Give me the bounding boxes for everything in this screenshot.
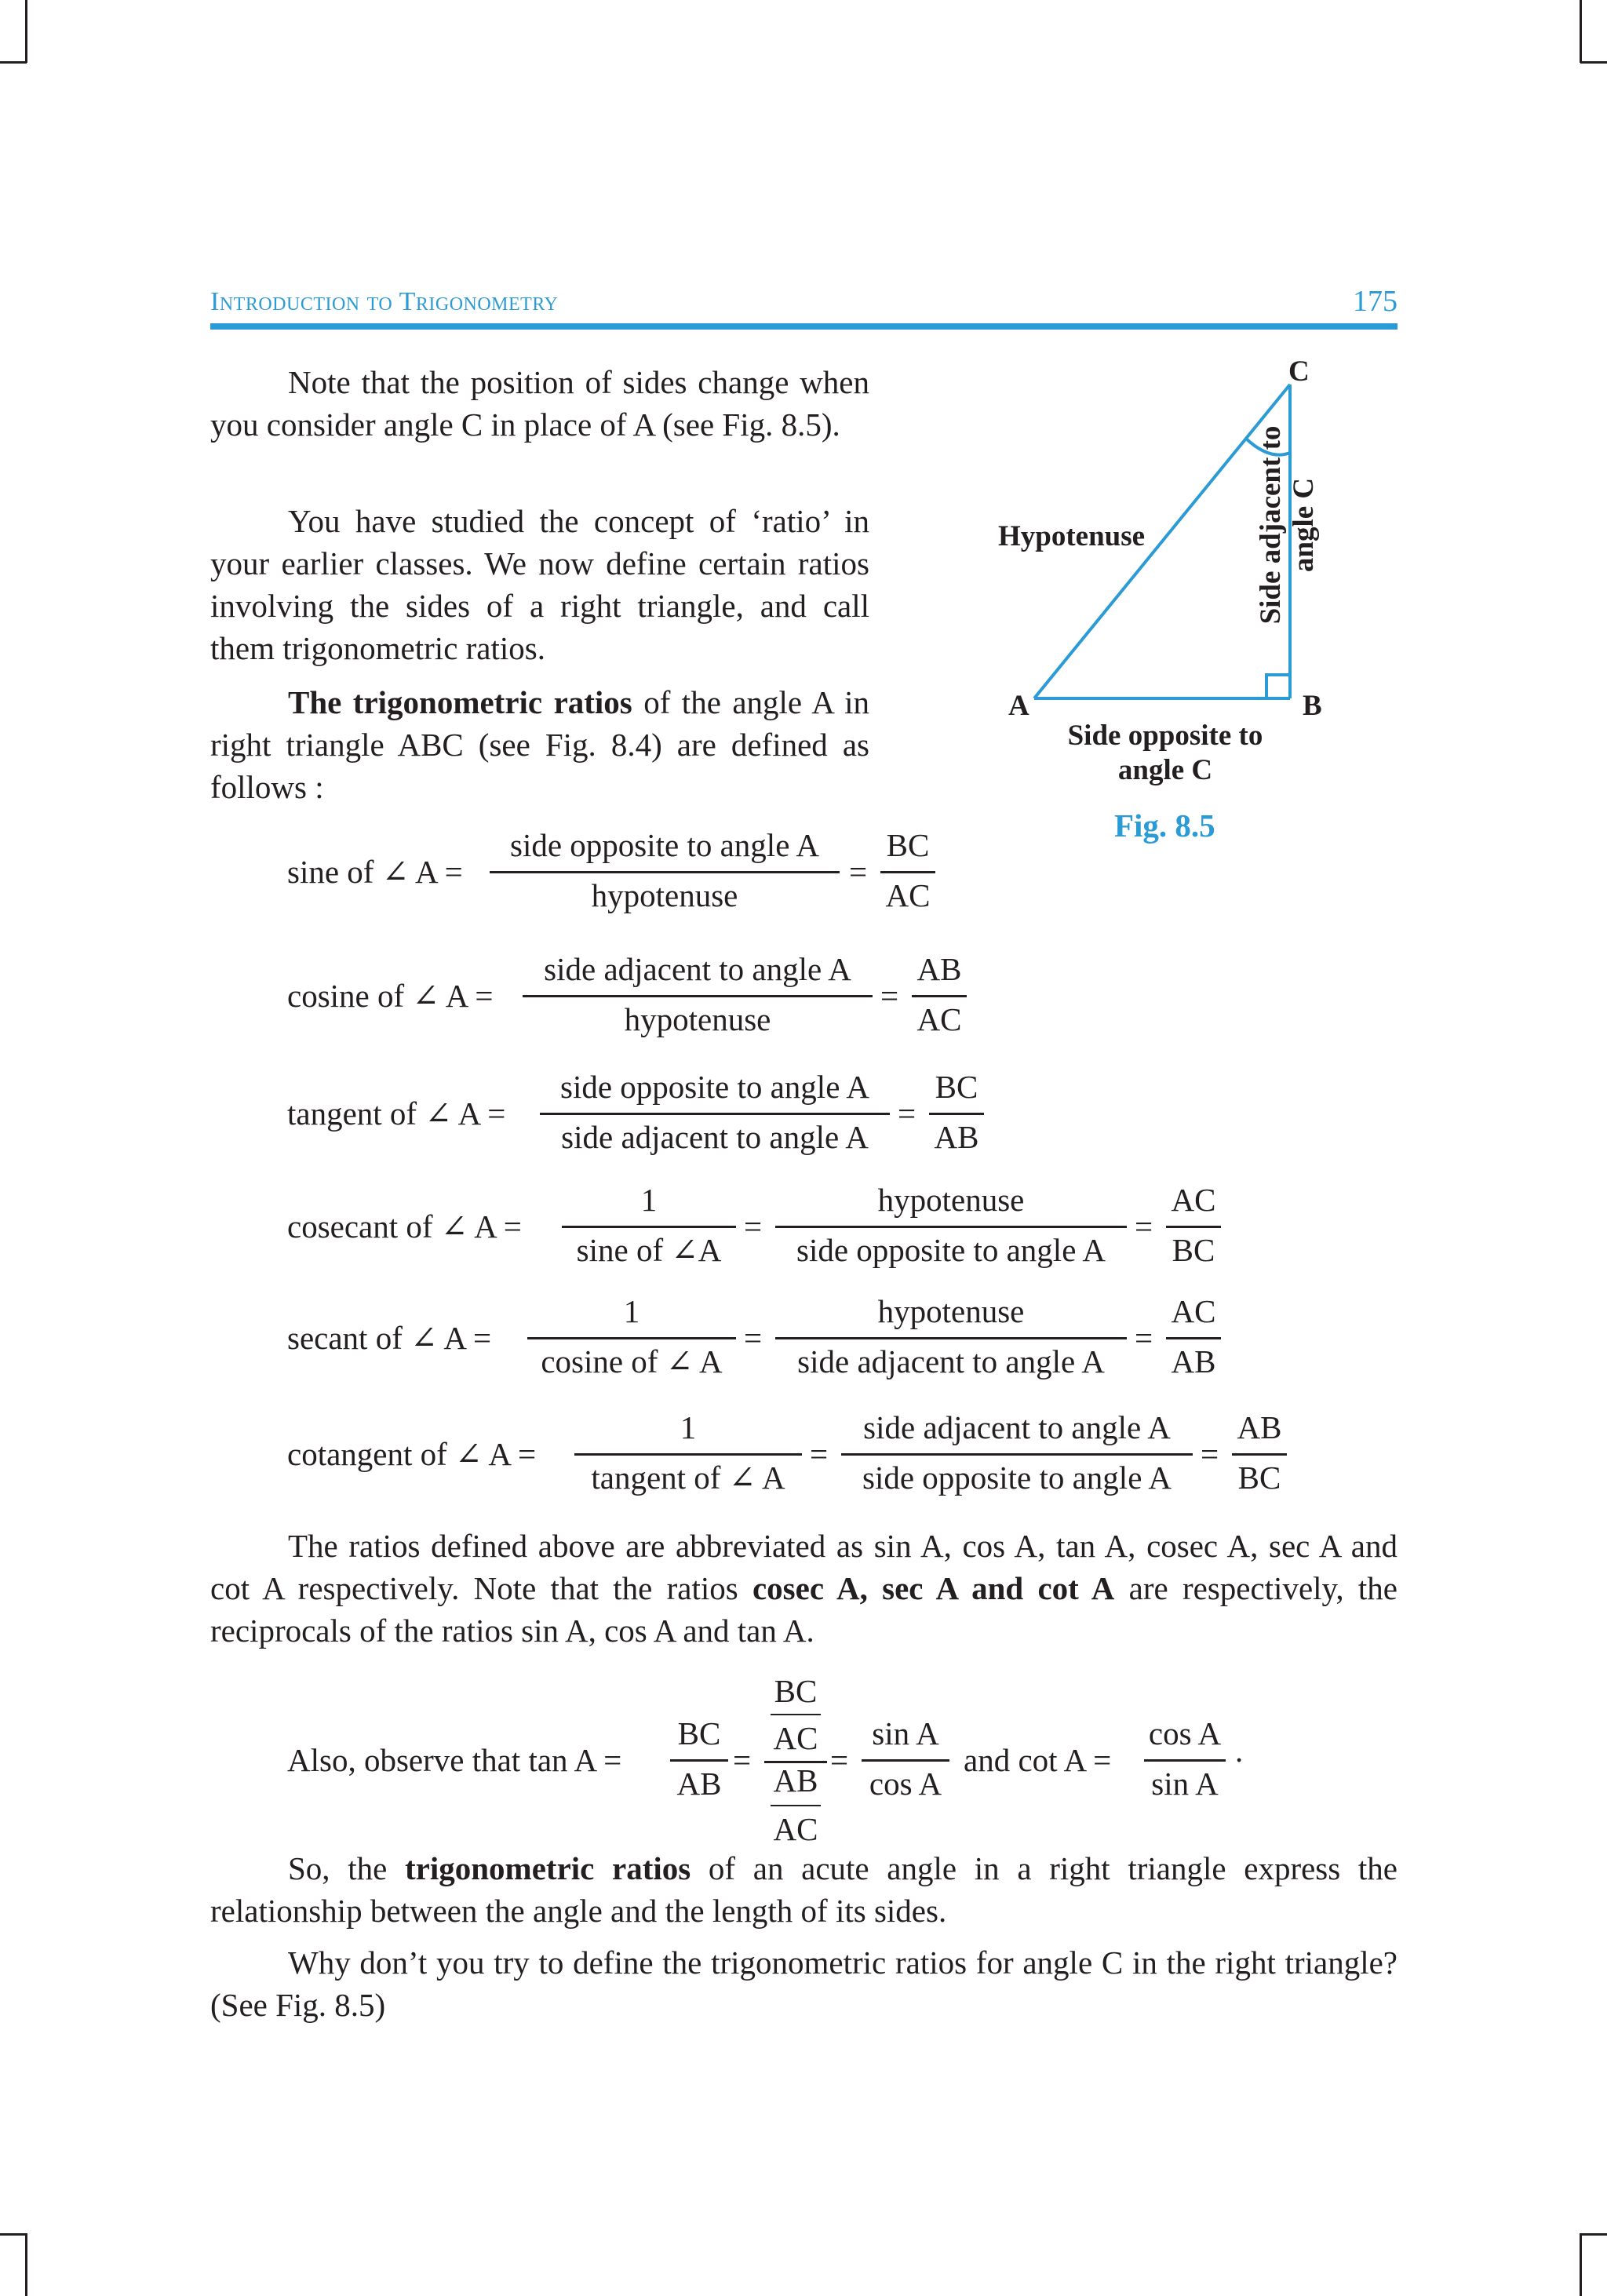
intro-paragraph-1 <box>210 361 869 446</box>
so-paragraph: So, the trigonometric ratios of an acute angle in a right triangle express the relationship between the angle and the length of its sides. <box>210 1850 1397 1929</box>
also-label: Also, observe that tan A = <box>287 1742 622 1778</box>
abbreviations-paragraph: The ratios defined above are abbreviated as sin A, cos A, tan A, cosec A, sec A and cot A respectively. Note that the ratios cosec A, sec A and cot A are respectively, the reciprocals of the ratios sin A, cos A and tan A. <box>210 1528 1397 1649</box>
cosecant-fraction-2: hypotenuse side opposite to angle A <box>775 1180 1127 1282</box>
figure-8-5 <box>973 353 1412 855</box>
crop-mark-bottom-left-h <box>0 2233 27 2236</box>
ending-dot: . <box>1235 1733 1244 1769</box>
also-fraction-bc-ab: BC AB <box>670 1714 728 1816</box>
header-rule <box>210 323 1397 330</box>
equals-sign: = <box>849 854 868 890</box>
crop-mark-top-right-v <box>1580 0 1582 63</box>
sine-fraction-1: side opposite to angle A hypotenuse <box>490 825 840 928</box>
compound-fraction: BC AC AB AC <box>764 1671 827 1860</box>
intro-text-1: Note that the position of sides change when you consider angle C in place of A (see Fig. 8.5). <box>210 364 869 443</box>
equation-sine <box>287 825 993 928</box>
crop-mark-bottom-right-h <box>1580 2233 1607 2236</box>
cotangent-fraction-3: AB BC <box>1232 1408 1287 1510</box>
equals-sign: = <box>880 978 899 1014</box>
equals-sign: = <box>744 1320 763 1356</box>
equals-sign: = <box>830 1742 849 1778</box>
equals-sign: = <box>1135 1320 1153 1356</box>
secant-label: secant of ∠ A = <box>287 1320 492 1356</box>
crop-mark-top-left-v <box>25 0 27 63</box>
cosecant-fraction-1: 1 sine of ∠A <box>562 1180 736 1282</box>
intro-paragraph-2 <box>210 500 869 669</box>
secant-fraction-2: hypotenuse side adjacent to angle A <box>775 1292 1127 1394</box>
why-paragraph: Why don’t you try to define the trigonometric ratios for angle C in the right triangle? (See Fig. 8.5) <box>210 1944 1397 2023</box>
cosecant-label: cosecant of ∠ A = <box>287 1208 522 1245</box>
cosecant-fraction-3: AC BC <box>1166 1180 1221 1282</box>
figure-caption: Fig. 8.5 <box>1114 807 1215 844</box>
crop-mark-top-right-h <box>1580 61 1607 64</box>
inner-bar-bottom <box>771 1805 821 1806</box>
trig-ratios-bold: trigonometric ratios <box>405 1850 691 1886</box>
page-header <box>210 284 1397 333</box>
cotangent-label: cotangent of ∠ A = <box>287 1436 537 1472</box>
crop-mark-bottom-right-v <box>1580 2233 1582 2296</box>
sine-label: sine of ∠ A = <box>287 854 463 890</box>
equation-cosine <box>287 949 993 1051</box>
tangent-fraction-1: side opposite to angle A side adjacent to angle A <box>540 1067 890 1169</box>
equals-sign: = <box>1135 1208 1153 1245</box>
cotangent-fraction-1: 1 tangent of ∠ A <box>574 1408 802 1510</box>
equals-sign: = <box>810 1436 829 1472</box>
page-number: 175 <box>1353 285 1397 318</box>
cosine-fraction-2: AB AC <box>912 949 967 1051</box>
also-fraction-sin-cos: sin A cos A <box>862 1714 949 1816</box>
secant-fraction-1: 1 cosine of ∠ A <box>527 1292 736 1394</box>
equation-also-observe <box>287 1671 1276 1860</box>
vertex-a-label: A <box>1008 690 1029 722</box>
hypotenuse-label: Hypotenuse <box>998 520 1146 552</box>
cotangent-fraction-2: side adjacent to angle A side opposite to angle A <box>841 1408 1193 1510</box>
intro-paragraph-3 <box>210 681 869 808</box>
equation-tangent <box>287 1067 993 1169</box>
equation-secant <box>287 1292 1229 1394</box>
equals-sign: = <box>733 1742 752 1778</box>
sine-fraction-2: BC AC <box>880 825 935 928</box>
equals-sign: = <box>898 1095 916 1132</box>
and-cot-label: and cot A = <box>964 1742 1112 1778</box>
inner-bar-top <box>771 1714 821 1715</box>
crop-mark-bottom-left-v <box>25 2233 27 2296</box>
adjacent-side-label: Side adjacent to angle C <box>1255 425 1320 625</box>
vertex-b-label: B <box>1303 690 1322 722</box>
equation-cotangent <box>287 1408 1292 1510</box>
intro-bold-term: The trigonometric ratios <box>288 684 632 720</box>
tangent-label: tangent of ∠ A = <box>287 1095 506 1132</box>
crop-mark-top-left-h <box>0 61 27 64</box>
intro-text-2: You have studied the concept of ‘ratio’ in your earlier classes. We now define certain ratios involving the sides of a right triangle, and call them trigonometric ratios. <box>210 503 869 666</box>
cosine-label: cosine of ∠ A = <box>287 978 494 1014</box>
equals-sign: = <box>1201 1436 1219 1472</box>
opposite-side-label: Side opposite to angle C <box>1067 720 1263 786</box>
cosine-fraction-1: side adjacent to angle A hypotenuse <box>523 949 873 1051</box>
vertex-c-label: C <box>1288 355 1310 388</box>
tangent-fraction-2: BC AB <box>929 1067 984 1169</box>
running-head: Introduction to Trigonometry <box>210 287 559 316</box>
also-fraction-cos-sin: cos A sin A <box>1144 1714 1226 1816</box>
intro-text-3: of the angle A in right triangle ABC (see Fig. 8.4) are defined as follows : <box>210 684 869 805</box>
equation-cosecant <box>287 1180 1229 1282</box>
reciprocal-ratios-bold: cosec A, sec A and cot A <box>752 1570 1115 1606</box>
equals-sign: = <box>744 1208 763 1245</box>
secant-fraction-3: AC AB <box>1166 1292 1221 1394</box>
